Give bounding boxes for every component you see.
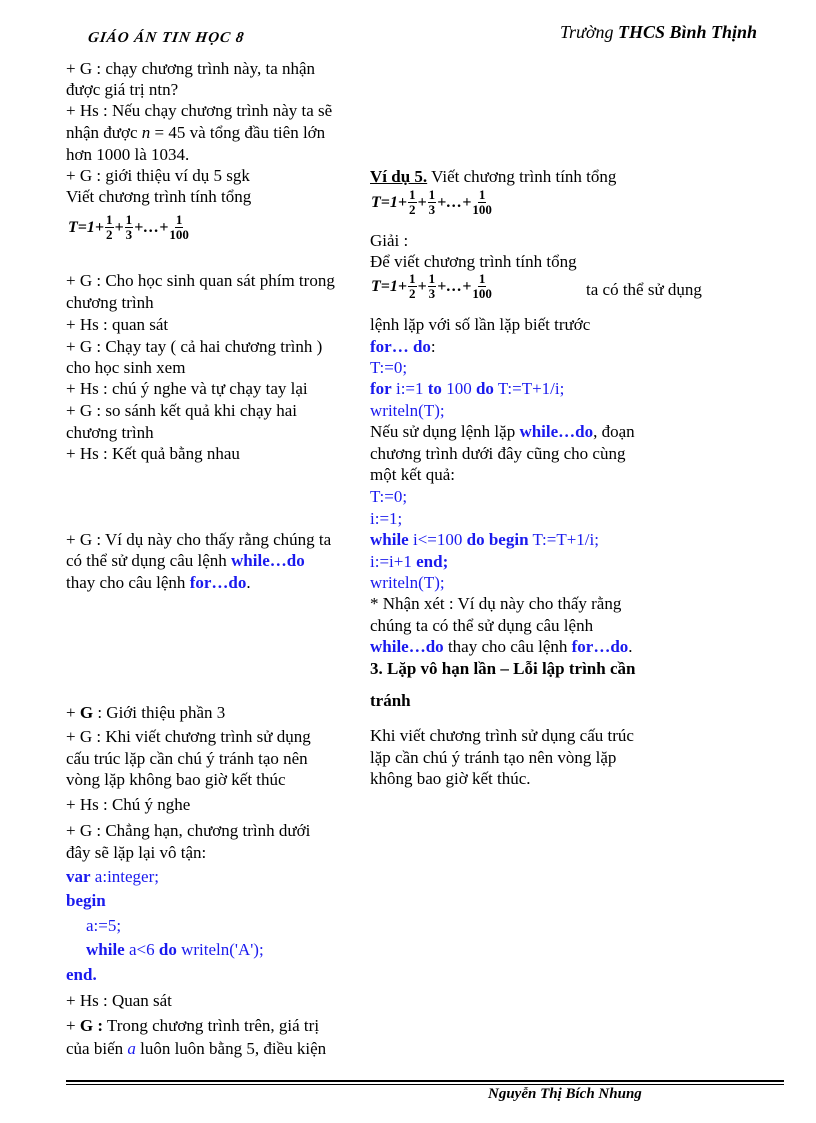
- left-line: + Hs : quan sát: [66, 315, 169, 334]
- text: = 45 và tổng đầu tiên lớn: [150, 123, 326, 142]
- left-line: + Hs : Kết quả bằng nhau: [66, 444, 240, 463]
- fraction: [428, 272, 437, 301]
- keyword: for…do: [189, 573, 247, 592]
- formula-lhs: T: [371, 277, 381, 295]
- header-school-prefix: Trường: [560, 22, 614, 42]
- left-line: + Hs : Nếu chạy chương trình này ta sẽ: [66, 101, 333, 120]
- code: T:=T+1/i;: [528, 530, 599, 549]
- numerator: 1: [175, 212, 183, 227]
- code-line: T:=0;: [370, 358, 408, 377]
- keyword: do begin: [466, 530, 529, 549]
- left-line: đây sẽ lặp lại vô tận:: [66, 843, 207, 862]
- right-line: ta có thể sử dụng: [586, 280, 702, 299]
- denominator: 2: [409, 202, 416, 217]
- code: 100: [441, 379, 476, 398]
- code-line: i:=1;: [370, 509, 403, 528]
- denominator: 100: [169, 227, 189, 242]
- keyword: for: [370, 379, 392, 398]
- left-line: chương trình: [66, 293, 154, 312]
- fraction: [408, 188, 417, 217]
- left-line: chương trình: [66, 423, 154, 442]
- denominator: 2: [409, 286, 416, 301]
- left-line: [66, 550, 305, 571]
- formula-eq: =1+: [77, 218, 105, 236]
- code: writeln('A');: [176, 940, 264, 959]
- example-label: Ví dụ 5.: [370, 167, 428, 186]
- keyword: end;: [416, 552, 449, 571]
- left-line: [66, 1015, 319, 1036]
- fraction: [472, 272, 492, 301]
- left-line: cấu trúc lặp cần chú ý tránh tạo nên: [66, 749, 308, 768]
- left-line: vòng lặp không bao giờ kết thúc: [66, 770, 286, 789]
- left-line: Viết chương trình tính tổng: [66, 187, 252, 206]
- code: i<=100: [408, 530, 467, 549]
- text: , đoạn: [593, 422, 635, 441]
- right-line: không bao giờ kết thúc.: [370, 769, 531, 788]
- code-line: begin: [66, 891, 106, 910]
- left-line: + Hs : Chú ý nghe: [66, 795, 191, 814]
- left-line: [66, 122, 325, 143]
- keyword: to: [427, 379, 442, 398]
- denominator: 2: [106, 227, 113, 242]
- left-line: + Hs : chú ý nghe và tự chạy tay lại: [66, 379, 308, 398]
- right-line: Khi viết chương trình sử dụng cấu trúc: [370, 726, 634, 745]
- left-line: [66, 702, 225, 723]
- code-line: end.: [66, 965, 97, 984]
- right-line: lệnh lặp với số lần lặp biết trước: [370, 315, 591, 334]
- left-line: + G : Chẳng hạn, chương trình dưới: [66, 821, 311, 840]
- denominator: 3: [428, 202, 436, 217]
- code: T:=T+1/i;: [493, 379, 565, 398]
- footer-author: Nguyễn Thị Bích Nhung: [488, 1086, 642, 1102]
- numerator: 1: [478, 271, 486, 286]
- left-line: + G : giới thiệu ví dụ 5 sgk: [66, 166, 250, 185]
- text: .: [246, 573, 251, 592]
- fraction: [169, 213, 189, 242]
- text: Nếu sử dụng lệnh lặp: [370, 422, 520, 441]
- numerator: 1: [125, 212, 133, 227]
- text: : Giới thiệu phần 3: [93, 703, 226, 722]
- code: i:=i+1: [370, 552, 417, 571]
- text: G :: [79, 1016, 103, 1035]
- right-line: một kết quả:: [370, 465, 455, 484]
- ellipsis: +…+: [134, 218, 169, 236]
- fraction: [125, 213, 134, 242]
- keyword: while…do: [519, 422, 594, 441]
- text: luôn luôn bằng 5, điều kiện: [135, 1039, 327, 1058]
- fraction: [105, 213, 114, 242]
- right-line: * Nhận xét : Ví dụ này cho thấy rằng: [370, 594, 622, 613]
- numerator: 1: [106, 212, 113, 227]
- formula-lhs: T: [371, 193, 381, 211]
- right-line: [370, 166, 616, 187]
- right-line: chúng ta có thể sử dụng câu lệnh: [370, 616, 594, 635]
- text: G: [79, 703, 94, 722]
- plus: +: [417, 277, 427, 295]
- text: :: [430, 337, 436, 356]
- text: Viết chương trình tính tổng: [427, 167, 617, 186]
- var-n: n: [141, 123, 151, 142]
- left-line: cho học sinh xem: [66, 358, 186, 377]
- text: thay cho câu lệnh: [443, 637, 572, 656]
- numerator: 1: [409, 271, 416, 286]
- text: của biến: [66, 1039, 128, 1058]
- text: +: [66, 1016, 80, 1035]
- var-a: a: [127, 1039, 136, 1058]
- code: a:integer;: [90, 867, 159, 886]
- right-line: [370, 636, 633, 657]
- left-line: + G : so sánh kết quả khi chạy hai: [66, 401, 298, 420]
- formula-right-2: [371, 272, 493, 301]
- keyword: do: [158, 940, 177, 959]
- ellipsis: +…+: [437, 193, 472, 211]
- formula-right-1: [371, 188, 493, 217]
- footer-rule: [66, 1084, 784, 1085]
- keyword: while…do: [231, 551, 305, 570]
- left-line: được giá trị ntn?: [66, 80, 179, 99]
- left-line: + G : chạy chương trình này, ta nhận: [66, 59, 316, 78]
- left-line: + G : Chạy tay ( cả hai chương trình ): [66, 337, 323, 356]
- right-line: Giải :: [370, 231, 409, 250]
- left-line: + Hs : Quan sát: [66, 991, 172, 1010]
- code-line: [66, 866, 159, 887]
- text: có thể sử dụng câu lệnh: [66, 551, 232, 570]
- denominator: 3: [428, 286, 436, 301]
- fraction: [408, 272, 417, 301]
- left-line: + G : Khi viết chương trình sử dụng: [66, 727, 311, 746]
- keyword: while: [86, 940, 125, 959]
- fraction: [472, 188, 492, 217]
- header-school-name: THCS Bình Thịnh: [617, 22, 758, 42]
- section-heading: 3. Lặp vô hạn lần – Lỗi lập trình cần: [370, 659, 636, 678]
- keyword: while: [370, 530, 409, 549]
- code-line: T:=0;: [370, 487, 408, 506]
- code: i:=1: [391, 379, 428, 398]
- keyword: do: [475, 379, 494, 398]
- formula-eq: =1+: [380, 193, 408, 211]
- formula-lhs: T: [68, 218, 78, 236]
- right-line: [370, 336, 436, 357]
- formula-left: [68, 213, 190, 242]
- numerator: 1: [478, 187, 486, 202]
- left-line: [66, 572, 251, 593]
- code: a<6: [124, 940, 159, 959]
- right-line: [370, 421, 635, 442]
- keyword: for…do: [571, 637, 629, 656]
- right-line: chương trình dưới đây cũng cho cùng: [370, 444, 626, 463]
- header-school: [560, 22, 757, 43]
- left-line: + G : Cho học sinh quan sát phím trong: [66, 271, 335, 290]
- denominator: 100: [472, 286, 492, 301]
- left-line: hơn 1000 là 1034.: [66, 145, 190, 164]
- keyword: while…do: [370, 637, 444, 656]
- numerator: 1: [428, 271, 436, 286]
- footer-rule: [66, 1080, 784, 1082]
- right-line: lặp cần chú ý tránh tạo nên vòng lặp: [370, 748, 617, 767]
- code-line: writeln(T);: [370, 573, 445, 592]
- plus: +: [114, 218, 124, 236]
- left-line: + G : Ví dụ này cho thấy rằng chúng ta: [66, 530, 332, 549]
- code-line: a:=5;: [86, 916, 122, 935]
- section-heading: tránh: [370, 691, 411, 710]
- text: thay cho câu lệnh: [66, 573, 190, 592]
- ellipsis: +…+: [437, 277, 472, 295]
- keyword: for… do: [370, 337, 431, 356]
- text: +: [66, 703, 80, 722]
- numerator: 1: [409, 187, 416, 202]
- text: .: [628, 637, 633, 656]
- code-line: [370, 529, 599, 550]
- left-line: [66, 1038, 326, 1059]
- fraction: [428, 188, 437, 217]
- formula-eq: =1+: [380, 277, 408, 295]
- text: nhận được: [66, 123, 142, 142]
- text: Trong chương trình trên, giá trị: [102, 1016, 320, 1035]
- header-subject: GIÁO ÁN TIN HỌC 8: [86, 30, 246, 46]
- code-line: [370, 378, 564, 399]
- keyword: var: [66, 867, 91, 886]
- code-line: writeln(T);: [370, 401, 445, 420]
- code-line: [86, 939, 264, 960]
- denominator: 3: [125, 227, 133, 242]
- right-line: Để viết chương trình tính tổng: [370, 252, 577, 271]
- numerator: 1: [428, 187, 436, 202]
- denominator: 100: [472, 202, 492, 217]
- plus: +: [417, 193, 427, 211]
- code-line: [370, 551, 448, 572]
